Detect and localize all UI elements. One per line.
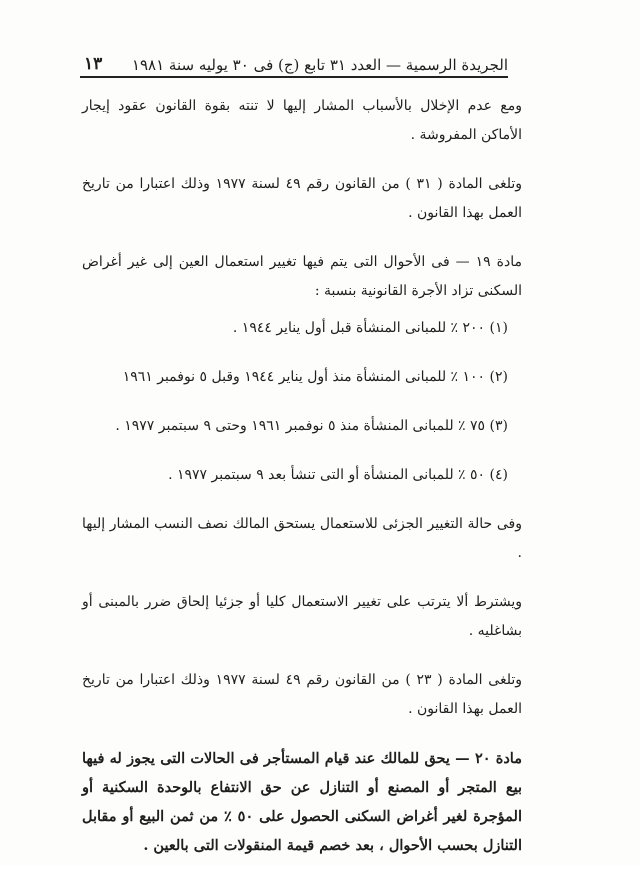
paragraph-article-20: مادة ٢٠ — يحق للمالك عند قيام المستأجر فى الحالات التى يجوز له فيها بيع المتجر أو المصنع أو التنازل عن حق الانتفاع بالوحدة السكنية أو المؤجرة لغير أغراض السكنى الحصول على ٥٠ ٪ من ثمن البيع أو مقابل التنازل بحسب الأحوال ، بعد خصم قيمة المنقولات التى بالعين . [82,750,522,854]
document-body [82,92,522,880]
paragraph-no-damage-condition: ويشترط ألا يترتب على تغيير الاستعمال كليا أو جزئيا إلحاق ضرر بالمبنى أو بشاغليه . [82,594,522,639]
paragraph-furnished-leases: ومع عدم الإخلال بالأسباب المشار إليها لا تنته بقوة القانون عقود إيجار الأماكن المفروشة . [82,98,522,143]
header-title: الجريدة الرسمية — العدد ٣١ تابع (ج) فى ٣٠ يوليه سنة ١٩٨١ [131,56,508,74]
paragraph-article-19: مادة ١٩ — فى الأحوال التى يتم فيها تغيير استعمال العين إلى غير أغراض السكنى تزاد الأجرة القانونية بنسبة : [82,254,522,299]
rate-item-1: (١) ٢٠٠ ٪ للمبانى المنشأة قبل أول يناير ١٩٤٤ . [232,320,508,336]
paragraph-partial-change: وفى حالة التغيير الجزئى للاستعمال يستحق المالك نصف النسب المشار إليها . [82,516,522,561]
header-rule [80,76,508,78]
paragraph-repeal-article-23: وتلغى المادة ( ٢٣ ) من القانون رقم ٤٩ لسنة ١٩٧٧ وذلك اعتبارا من تاريخ العمل بهذا القانون . [82,672,522,717]
rate-item-3: (٣) ٧٥ ٪ للمبانى المنشأة منذ ٥ نوفمبر ١٩٦١ وحتى ٩ سبتمبر ١٩٧٧ . [115,418,508,434]
rate-item-4: (٤) ٥٠ ٪ للمبانى المنشأة أو التى تنشأ بعد ٩ سبتمبر ١٩٧٧ . [168,467,508,483]
page-number: ١٣ [84,54,103,74]
running-header [78,40,508,74]
rate-item-2: (٢) ١٠٠ ٪ للمبانى المنشأة منذ أول يناير ١٩٤٤ وقبل ٥ نوفمبر ١٩٦١ [122,369,508,385]
paragraph-repeal-article-31: وتلغى المادة ( ٣١ ) من القانون رقم ٤٩ لسنة ١٩٧٧ وذلك اعتبارا من تاريخ العمل بهذا القانون . [82,176,522,221]
